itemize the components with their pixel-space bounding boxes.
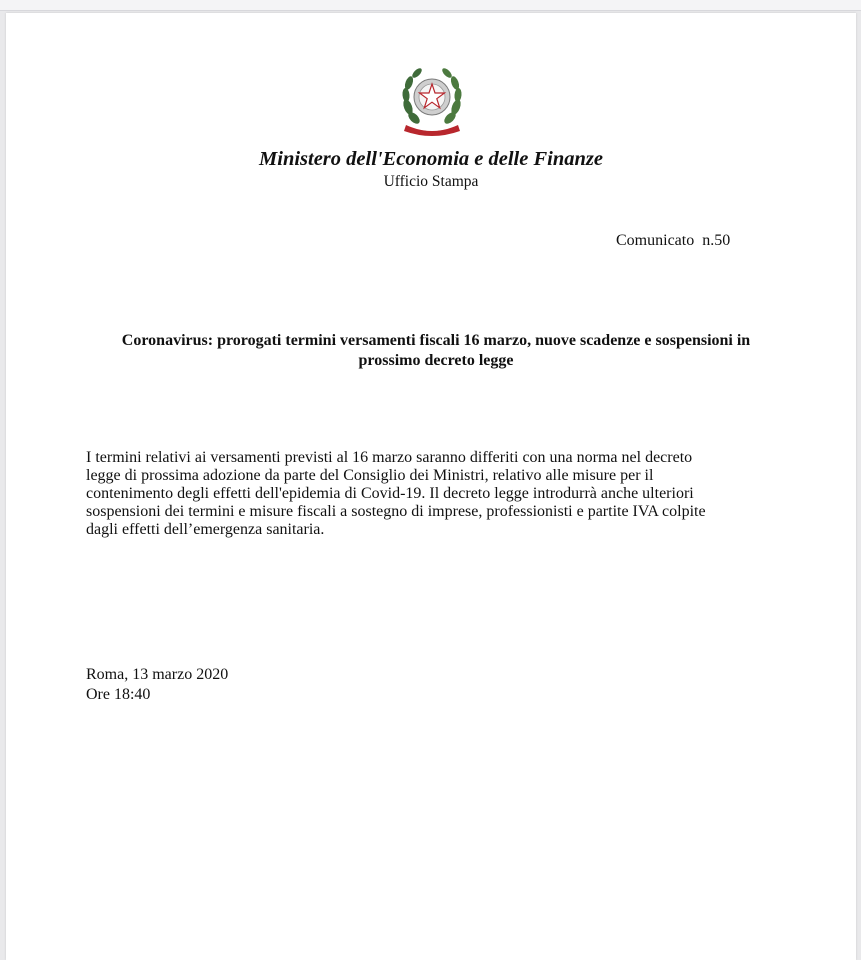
headline-line: Coronavirus: prorogati termini versamenti fiscali 16 marzo, nuove scadenze e sospensioni in [121,332,751,349]
headline [86,331,786,371]
body-line: dagli effetti dell’emergenza sanitaria. [86,521,325,538]
body-paragraph [86,449,786,539]
ministry-name: Ministero dell'Economia e delle Finanze [259,148,603,170]
document-page [6,13,856,960]
headline-line: prossimo decreto legge [358,352,514,369]
body-line: I termini relativi ai versamenti previsti al 16 marzo saranno differiti con una norma nel decreto [86,449,693,466]
body-line: contenimento degli effetti dell'epidemia di Covid-19. Il decreto legge introdurrà anche ulteriori [86,485,694,502]
body-line: legge di prossima adozione da parte del Consiglio dei Ministri, relativo alle misure per il [86,467,654,484]
press-release-number: Comunicato n.50 [616,232,731,249]
office-name: Ufficio Stampa [383,173,479,190]
viewer-top-bar [0,0,861,11]
body-line: sospensioni dei termini e misure fiscali a sostegno di imprese, professionisti e partite IVA colpite [86,503,706,520]
release-time: Ore 18:40 [86,686,151,703]
place-date: Roma, 13 marzo 2020 [86,666,229,683]
italian-republic-emblem-icon [398,63,466,137]
